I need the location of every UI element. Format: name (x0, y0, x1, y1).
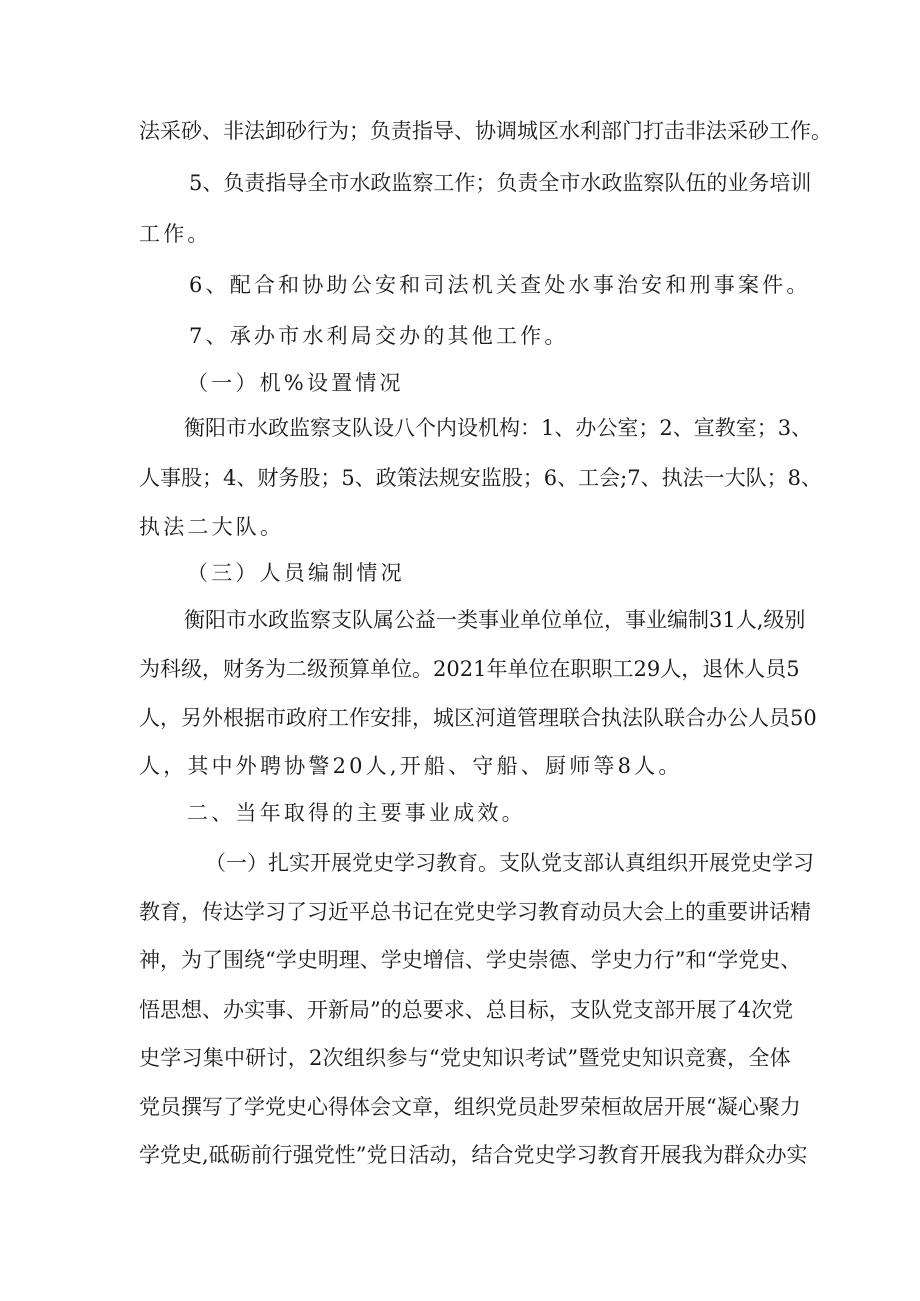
subheading-organization: （一）机%设置情况 (187, 371, 404, 395)
text-line-19: 悟 思 想 、 办 实 事 、 开 新 局 ” 的 总 要 求 、 总 目 标 ， 支 队 党 支 部 开 展 了 4 次 党 (139, 998, 794, 1022)
text-line-2: 5 、 负 责 指 导 全 市 水 政 监 察 工 作 ； 负 责 全 市 水 政 监 察 队 伍 的 业 务 培 训 (189, 171, 812, 195)
text-line-17: 教 育 ， 传 达 学 习 了 习 近 平 总 书 记 在 党 史 学 习 教 育 动 员 大 会 上 的 重 要 讲 话 精 (139, 900, 811, 924)
section-heading-achievements: 二、当年取得的主要事业成效。 (187, 801, 526, 825)
text-line-12: 为 科 级 ， 财 务 为 二 级 预 算 单 位 。 2021 年 单 位 在 职 职 工 29 人 ， 退 休 人 员 5 (139, 657, 800, 681)
text-line-4: 6、配合和协助公安和司法机关查处水事治安和刑事案件。 (189, 273, 811, 297)
text-line-3: 工作。 (139, 222, 212, 246)
text-line-13: 人 ， 另 外 根 据 市 政 府 工 作 安 排 ， 城 区 河 道 管 理 联 合 执 法 队 联 合 办 公 人 员 50 (139, 706, 817, 730)
text-line-16: （ 一 ） 扎 实 开 展 党 史 学 习 教 育 。 支 队 党 支 部 认 真 组 织 开 展 党 史 学 习 (205, 851, 814, 875)
text-line-21: 党 员 撰 写 了 学 党 史 心 得 体 会 文 章 ， 组 织 党 员 赴 罗 荣 桓 故 居 开 展 “ 凝 心 聚 力 (139, 1095, 801, 1119)
text-line-11: 衡 阳 市 水 政 监 察 支 队 属 公 益 一 类 事 业 单 位 单 位 ， 事 业 编 制 31 人 , 级 别 (184, 608, 806, 632)
text-line-9: 执法二大队。 (139, 515, 285, 539)
text-line-14: 人，其中外聘协警20人,开船、守船、厨师等8人。 (139, 754, 683, 778)
text-line-7: 衡 阳 市 水 政 监 察 支 队 设 八 个 内 设 机 构 ： 1 、 办 公 室 ； 2 、 宣 教 室 ； 3 、 (184, 416, 813, 440)
text-line-5: 7、承办市水利局交办的其他工作。 (189, 324, 569, 348)
text-line-1: 法 采 砂 、 非 法 卸 砂 行 为 ； 负 责 指 导 、 协 调 城 区 水 利 部 门 打 击 非 法 采 砂 工 作 。 (139, 119, 832, 143)
text-line-8: 人 事 股 ； 4 、 财 务 股 ； 5 、 政 策 法 规 安 监 股 ； 6 、 工 会 ; 7 、 执 法 一 大 队 ； 8 、 (139, 466, 822, 490)
text-line-22: 学 党 史 , 砥 砺 前 行 强 党 性 ” 党 日 活 动 ， 结 合 党 史 学 习 教 育 开 展 我 为 群 众 办 实 (139, 1143, 808, 1167)
text-line-18: 神 ， 为 了 围 绕 “ 学 史 明 理 、 学 史 增 信 、 学 史 崇 德 、 学 史 力 行 ” 和 “ 学 党 史 、 (139, 948, 802, 972)
subheading-staffing: （三）人员编制情况 (187, 561, 405, 585)
text-line-20: 史 学 习 集 中 研 讨 ， 2 次 组 织 参 与 “ 党 史 知 识 考 试 ” 暨 党 史 知 识 竞 赛 ， 全 体 (139, 1046, 791, 1070)
